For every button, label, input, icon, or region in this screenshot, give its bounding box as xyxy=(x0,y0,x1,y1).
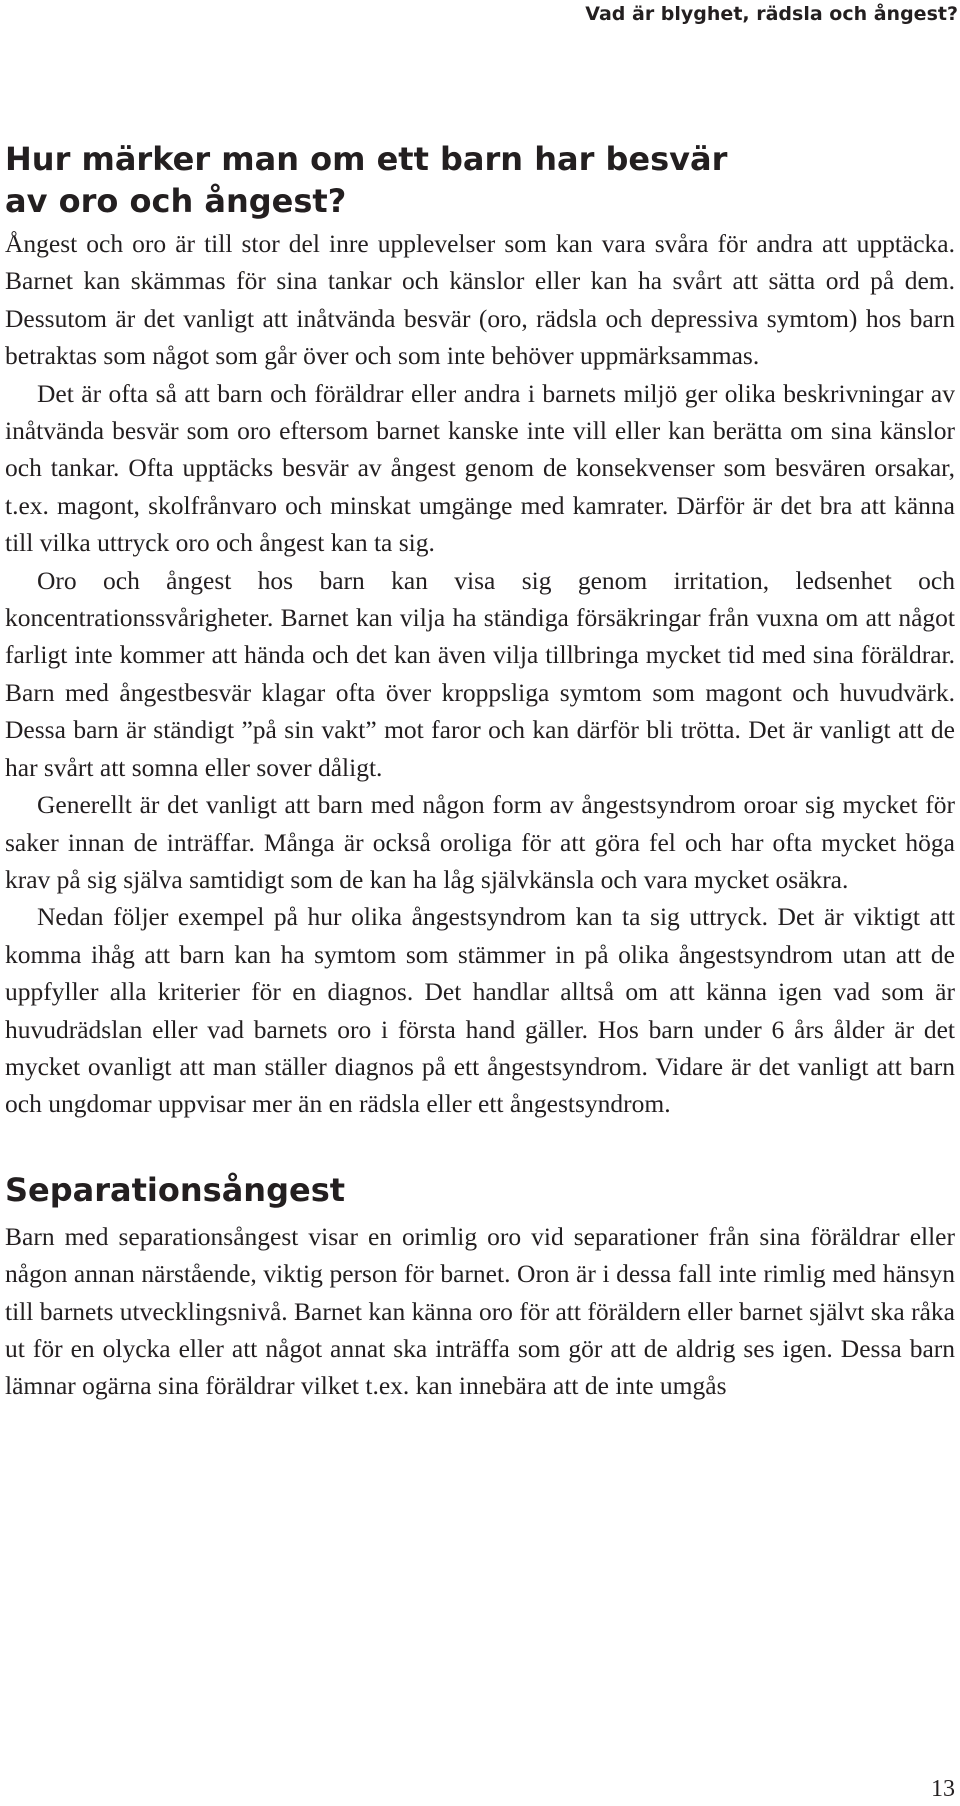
paragraph: Det är ofta så att barn och föräldrar eller andra i barnets miljö ger olika beskrivningar av inåtvända besvär som oro eftersom barnet kanske inte vill eller kan berätta om sina känslor och tankar. Ofta upptäcks besvär av ångest genom de konsekvenser som besvären orsakar, t.ex. magont, skolfrånvaro och minskat umgänge med kamrater. Därför är det bra att känna till vilka uttryck oro och ångest kan ta sig. xyxy=(5,378,955,558)
page-number: 13 xyxy=(931,1776,955,1802)
paragraph: Nedan följer exempel på hur olika ångestsyndrom kan ta sig uttryck. Det är viktigt att komma ihåg att barn kan ha symtom som stämmer in på olika ångestsyndrom utan att de uppfyller alla kriterier för en diagnos. Det handlar alltså om att känna igen vad som är huvudrädslan eller vad barnets oro i första hand gäller. Hos barn under 6 års ålder är det mycket ovanligt att man ställer diagnos på ett ångestsyndrom. Vidare är det vanligt att barn och ungdomar uppvisar mer än en rädsla eller ett ångestsyndrom. xyxy=(5,902,955,1119)
heading-line-1: Hur märker man om ett barn har besvär xyxy=(5,140,728,178)
paragraph: Generellt är det vanligt att barn med någon form av ångestsyndrom oroar sig mycket för saker innan de inträffar. Många är också oroliga för att göra fel och har ofta mycket höga krav på sig själva samtidigt som de kan ha låg självkänsla och vara mycket osäkra. xyxy=(5,790,955,894)
paragraph: Oro och ångest hos barn kan visa sig genom irritation, ledsenhet och koncentrationssvårigheter. Barnet kan vilja ha ständiga försäkringar från vuxna om att något farligt inte kommer att hända och det kan även vilja tillbringa mycket tid med sina föräldrar. Barn med ångestbesvär klagar ofta över kroppsliga symtom som magont och huvudvärk. Dessa barn är ständigt ”på sin vakt” mot faror och kan därför bli trötta. Det är vanligt att de har svårt att somna eller sover dåligt. xyxy=(5,565,955,782)
paragraph: Ångest och oro är till stor del inre upplevelser som kan vara svåra för andra att upptäcka. Barnet kan skämmas för sina tankar och känslor eller kan ha svårt att sätta ord på dem. Dessutom är det vanligt att inåtvända besvär (oro, rädsla och depressiva symtom) hos barn betraktas som något som går över och som inte behöver uppmärksammas. xyxy=(5,229,955,371)
heading-line-2: av oro och ångest? xyxy=(5,182,347,220)
section-heading-anxiety-signs xyxy=(5,138,955,222)
section-heading-separation-anxiety: Separationsångest xyxy=(5,1170,346,1209)
running-header: Vad är blyghet, rädsla och ångest? xyxy=(585,3,958,25)
page-content xyxy=(5,138,955,1405)
paragraph: Barn med separationsångest visar en orimlig oro vid separationer från sina föräldrar eller någon annan närstående, viktig person för barnet. Oron är i dessa fall inte rimlig med hänsyn till barnets utvecklingsnivå. Barnet kan känna oro för att föräldern eller barnet självt ska råka ut för en olycka eller att något annat ska inträffa som gör att de aldrig ses igen. Dessa barn lämnar ogärna sina föräldrar vilket t.ex. kan innebära att de inte umgås xyxy=(5,1221,955,1401)
